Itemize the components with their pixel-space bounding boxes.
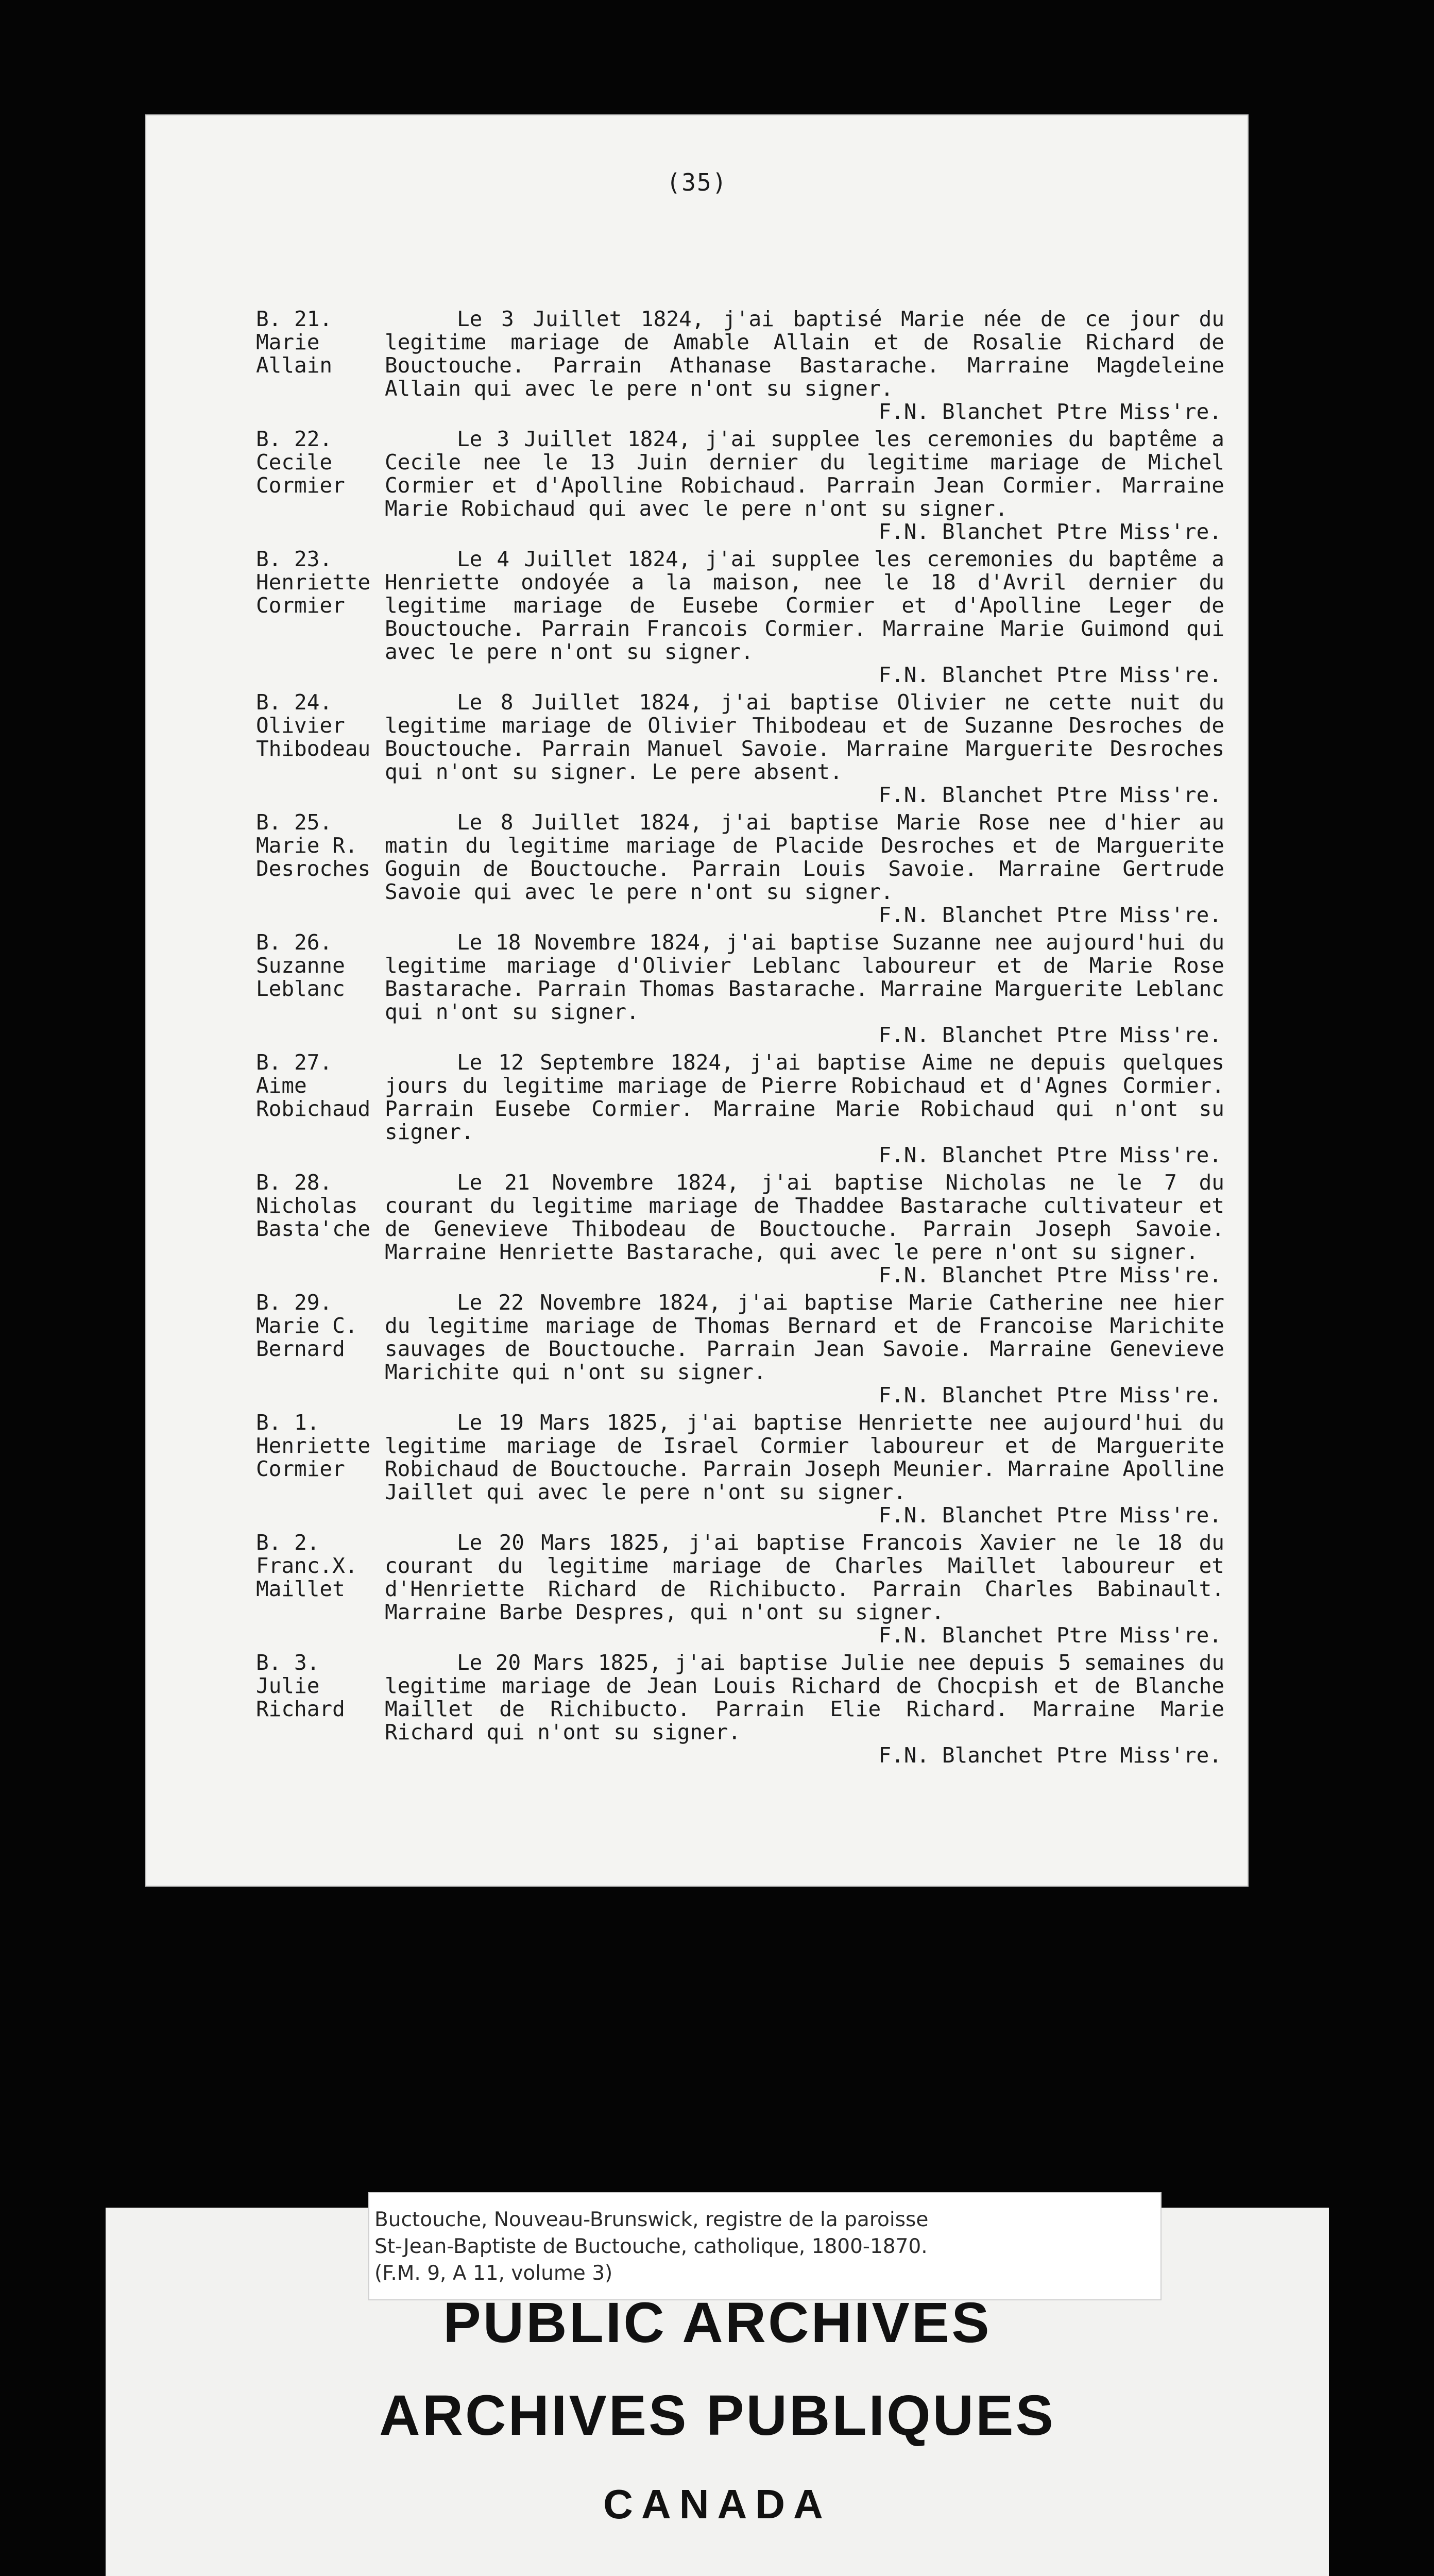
entry-reference: B. 25. Marie R. Desroches: [256, 810, 371, 881]
page-number: (35): [666, 168, 728, 196]
entry-signature: F.N. Blanchet Ptre Miss're.: [878, 1623, 1222, 1648]
entry-reference: B. 27. Aime Robichaud: [256, 1050, 371, 1121]
entry-text-block: [385, 548, 1224, 664]
entry-text: Le 8 Juillet 1824, j'ai baptise Marie Rose nee d'hier au matin du legitime mariage de Placide Desroches et de Marguerite Goguin de Bouctouche. Parrain Louis Savoie. Marraine Gertrude Savoie qui avec le pere n'ont su signer.: [385, 810, 1224, 904]
baptism-entry: [256, 548, 1224, 687]
entry-text: Le 12 Septembre 1824, j'ai baptise Aime ne depuis quelques jours du legitime mariage de Pierre Robichaud et d'Agnes Cormier. Parrain Eusebe Cormier. Marraine Marie Robichaud qui n'ont su signer.: [385, 1050, 1224, 1144]
entry-reference: B. 23. Henriette Cormier: [256, 547, 371, 618]
entry-text-block: [385, 1651, 1224, 1744]
baptism-entries: [256, 308, 1224, 1771]
entry-text: Le 3 Juillet 1824, j'ai baptisé Marie née de ce jour du legitime mariage de Amable Allain et de Rosalie Richard de Bouctouche. Parrain Athanase Bastarache. Marraine Magdeleine Allain qui avec le pere n'ont su signer.: [385, 307, 1224, 401]
entry-signature: F.N. Blanchet Ptre Miss're.: [878, 783, 1222, 807]
entry-signature: F.N. Blanchet Ptre Miss're.: [878, 903, 1222, 927]
entry-signature: F.N. Blanchet Ptre Miss're.: [878, 1743, 1222, 1768]
baptism-entry: [256, 1651, 1224, 1767]
archives-country: CANADA: [603, 2481, 831, 2527]
entry-reference: B. 21. Marie Allain: [256, 307, 333, 378]
entry-text-block: [385, 428, 1224, 520]
entry-signature: F.N. Blanchet Ptre Miss're.: [878, 1503, 1222, 1528]
baptism-entry: [256, 931, 1224, 1047]
entry-signature: F.N. Blanchet Ptre Miss're.: [878, 519, 1222, 544]
reference-label: [368, 2192, 1162, 2300]
entry-text-block: [385, 1051, 1224, 1144]
entry-text-block: [385, 1291, 1224, 1384]
entry-text: Le 19 Mars 1825, j'ai baptise Henriette nee aujourd'hui du legitime mariage de Israel Cormier laboureur et de Marguerite Robichaud de Bouctouche. Parrain Joseph Meunier. Marraine Apolline Jaillet qui avec le pere n'ont su signer.: [385, 1410, 1224, 1504]
archives-title-fr: ARCHIVES PUBLIQUES: [379, 2384, 1055, 2447]
entry-text-block: [385, 1531, 1224, 1624]
entry-reference: B. 22. Cecile Cormier: [256, 427, 345, 498]
baptism-entry: [256, 811, 1224, 927]
entry-text: Le 22 Novembre 1824, j'ai baptise Marie Catherine nee hier du legitime mariage de Thomas Bernard et de Francoise Marichite sauvages de Bouctouche. Parrain Jean Savoie. Marraine Genevieve Marichite qui n'ont su signer.: [385, 1290, 1224, 1384]
entry-signature: F.N. Blanchet Ptre Miss're.: [878, 399, 1222, 424]
entry-text-block: [385, 931, 1224, 1024]
entry-signature: F.N. Blanchet Ptre Miss're.: [878, 1023, 1222, 1047]
entry-text: Le 8 Juillet 1824, j'ai baptise Olivier ne cette nuit du legitime mariage de Olivier Thibodeau et de Suzanne Desroches de Bouctouche. Parrain Manuel Savoie. Marraine Marguerite Desroches qui n'ont su signer. Le pere absent.: [385, 690, 1224, 784]
baptism-entry: [256, 1171, 1224, 1287]
baptism-entry: [256, 1291, 1224, 1407]
baptism-entry: [256, 1531, 1224, 1647]
entry-reference: B. 1. Henriette Cormier: [256, 1410, 371, 1481]
entry-signature: F.N. Blanchet Ptre Miss're.: [878, 1263, 1222, 1287]
entry-signature: F.N. Blanchet Ptre Miss're.: [878, 1143, 1222, 1167]
entry-text: Le 18 Novembre 1824, j'ai baptise Suzanne nee aujourd'hui du legitime mariage d'Olivier Leblanc laboureur et de Marie Rose Bastarache. Parrain Thomas Bastarache. Marraine Marguerite Leblanc qui n'ont su signer.: [385, 930, 1224, 1024]
baptism-entry: [256, 691, 1224, 807]
reference-line-1: Buctouche, Nouveau-Brunswick, registre de la paroisse: [374, 2208, 929, 2231]
entry-signature: F.N. Blanchet Ptre Miss're.: [878, 1383, 1222, 1408]
archives-title-en: PUBLIC ARCHIVES: [443, 2291, 992, 2354]
entry-text: Le 3 Juillet 1824, j'ai supplee les ceremonies du baptême a Cecile nee le 13 Juin dernier du legitime mariage de Michel Cormier et d'Apolline Robichaud. Parrain Jean Cormier. Marraine Marie Robichaud qui avec le pere n'ont su signer.: [385, 427, 1224, 521]
entry-text: Le 21 Novembre 1824, j'ai baptise Nicholas ne le 7 du courant du legitime mariage de Thaddee Bastarache cultivateur et de Genevieve Thibodeau de Bouctouche. Parrain Joseph Savoie. Marraine Henriette Bastarache, qui avec le pere n'ont su signer.: [385, 1170, 1224, 1264]
entry-reference: B. 26. Suzanne Leblanc: [256, 930, 345, 1001]
entry-signature: F.N. Blanchet Ptre Miss're.: [878, 663, 1222, 687]
baptism-entry: [256, 308, 1224, 423]
entry-text-block: [385, 1171, 1224, 1264]
entry-text-block: [385, 811, 1224, 904]
entry-reference: B. 28. Nicholas Basta'che: [256, 1170, 371, 1241]
entry-text-block: [385, 1411, 1224, 1504]
entry-text-block: [385, 308, 1224, 400]
entry-reference: B. 29. Marie C. Bernard: [256, 1290, 358, 1361]
reference-line-2: St-Jean-Baptiste de Buctouche, catholique, 1800-1870.: [374, 2235, 928, 2258]
entry-reference: B. 24. Olivier Thibodeau: [256, 690, 371, 761]
entry-text: Le 4 Juillet 1824, j'ai supplee les ceremonies du baptême a Henriette ondoyée a la maison, nee le 18 d'Avril dernier du legitime mariage de Eusebe Cormier et d'Apolline Leger de Bouctouche. Parrain Francois Cormier. Marraine Marie Guimond qui avec le pere n'ont su signer.: [385, 547, 1224, 664]
archives-card: [106, 2208, 1329, 2576]
baptism-entry: [256, 1411, 1224, 1527]
baptism-entry: [256, 428, 1224, 544]
entry-reference: B. 3. Julie Richard: [256, 1650, 345, 1721]
entry-reference: B. 2. Franc.X. Maillet: [256, 1530, 358, 1601]
entry-text-block: [385, 691, 1224, 784]
register-page: [145, 114, 1249, 1887]
entry-text: Le 20 Mars 1825, j'ai baptise Julie nee depuis 5 semaines du legitime mariage de Jean Louis Richard de Chocpish et de Blanche Maillet de Richibucto. Parrain Elie Richard. Marraine Marie Richard qui n'ont su signer.: [385, 1650, 1224, 1744]
reference-line-3: (F.M. 9, A 11, volume 3): [374, 2262, 613, 2285]
baptism-entry: [256, 1051, 1224, 1167]
entry-text: Le 20 Mars 1825, j'ai baptise Francois Xavier ne le 18 du courant du legitime mariage de Charles Maillet laboureur et d'Henriette Richard de Richibucto. Parrain Charles Babinault. Marraine Barbe Despres, qui n'ont su signer.: [385, 1530, 1224, 1624]
